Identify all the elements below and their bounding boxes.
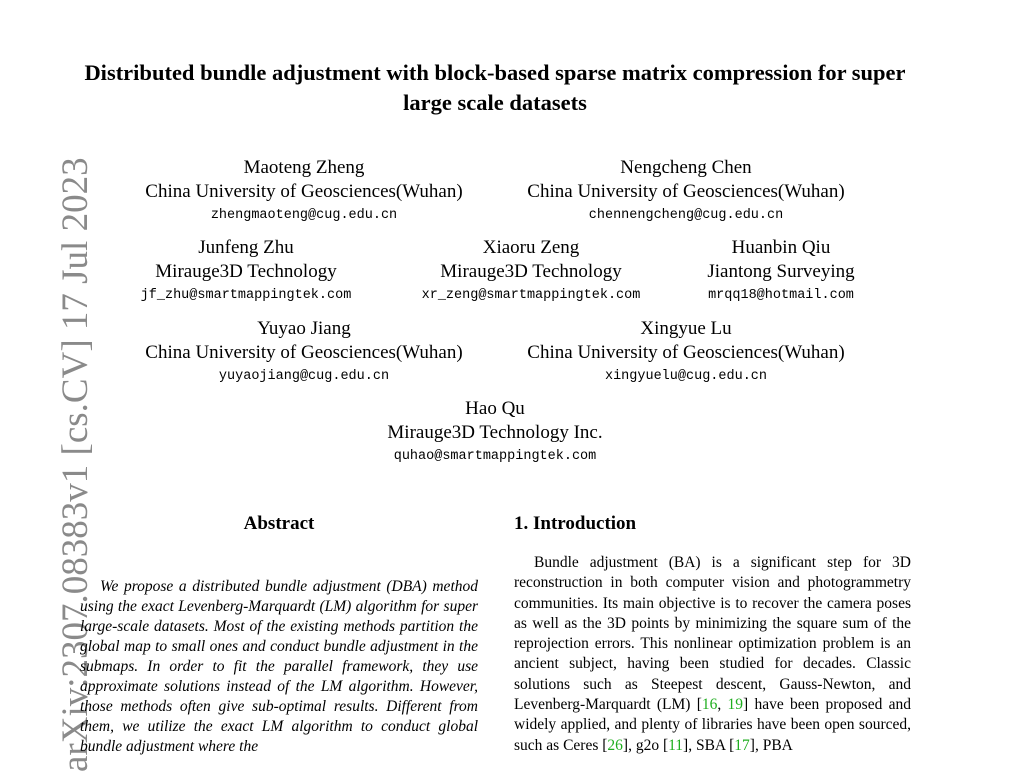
- author-affiliation: China University of Geosciences(Wuhan): [145, 342, 463, 363]
- intro-text-segment: ] have been proposed and widely applied, and plenty of libraries have been open sourced, such as Ceres [: [514, 696, 911, 754]
- citation-link[interactable]: 11: [668, 736, 684, 754]
- arxiv-stamp-text: arXiv:2307.08383v1 [cs.CV] 17 Jul 2023: [55, 157, 96, 772]
- author-block: [422, 236, 641, 306]
- author-block: [145, 156, 462, 226]
- author-affiliation: Mirauge3D Technology: [440, 261, 622, 282]
- author-block: [707, 236, 854, 306]
- author-email[interactable]: xingyuelu@cug.edu.cn: [604, 369, 768, 384]
- author-affiliation: Jiantong Surveying: [707, 261, 855, 282]
- intro-text-segment: ], PBA: [749, 736, 793, 754]
- intro-text-segment: ], SBA [: [683, 736, 735, 754]
- introduction-heading: 1. Introduction: [514, 513, 637, 534]
- author-affiliation: Mirauge3D Technology: [155, 261, 337, 282]
- paper-title: Distributed bundle adjustment with block-based sparse matrix compression for super large scale datasets: [84, 60, 906, 115]
- author-affiliation: China University of Geosciences(Wuhan): [527, 181, 845, 202]
- author-name: Huanbin Qiu: [731, 237, 831, 258]
- citation-link[interactable]: 16: [701, 696, 718, 714]
- author-email[interactable]: quhao@smartmappingtek.com: [393, 449, 597, 464]
- author-email[interactable]: yuyaojiang@cug.edu.cn: [218, 369, 390, 384]
- citation-link[interactable]: 19: [727, 696, 744, 714]
- abstract-heading: Abstract: [243, 513, 315, 534]
- author-name: Xiaoru Zeng: [482, 237, 580, 258]
- author-affiliation: China University of Geosciences(Wuhan): [527, 342, 845, 363]
- author-name: Xingyue Lu: [640, 318, 732, 339]
- author-name: Hao Qu: [465, 398, 525, 419]
- intro-text-segment: Bundle adjustment (BA) is a significant step for 3D reconstruction in both computer vision and photogrammetry communities. Its main objective is to recover the camera poses as well as the 3D points by minimizing the square sum of the reprojection errors. This nonlinear optimization problem is an ancient subject, having been studied for decades. Classic solutions such as Steepest descent, Gauss-Newton, and Levenberg-Marquardt (LM) [: [514, 554, 911, 714]
- author-email[interactable]: chennengcheng@cug.edu.cn: [588, 208, 784, 223]
- author-affiliation: China University of Geosciences(Wuhan): [145, 181, 463, 202]
- abstract-body: We propose a distributed bundle adjustment (DBA) method using the exact Levenberg-Marquardt (LM) algorithm for super large-scale datasets. Most of the existing methods partition the global map to small ones and conduct bundle adjustment in the submaps. In order to fit the parallel framework, they use approximate solutions instead of the LM algorithm. However, those methods often give sub-optimal results. Different from them, we utilize the exact LM algorithm to conduct global bundle adjustment where the: [80, 578, 478, 755]
- author-email[interactable]: mrqq18@hotmail.com: [708, 288, 854, 303]
- citation-link[interactable]: 26: [607, 736, 623, 754]
- introduction-paragraph: [514, 553, 911, 756]
- author-block: [387, 397, 602, 467]
- author-email[interactable]: jf_zhu@smartmappingtek.com: [140, 288, 352, 303]
- author-block: [527, 156, 844, 226]
- author-name: Nengcheng Chen: [620, 157, 752, 178]
- author-email[interactable]: zhengmaoteng@cug.edu.cn: [210, 208, 398, 223]
- intro-text-segment: ], g2o [: [622, 736, 669, 754]
- author-block: [141, 236, 352, 306]
- citation-link[interactable]: 17: [734, 736, 750, 754]
- author-name: Maoteng Zheng: [243, 157, 365, 178]
- author-block: [145, 317, 462, 387]
- intro-text-segment: ,: [717, 696, 728, 714]
- author-name: Junfeng Zhu: [198, 237, 294, 258]
- author-affiliation: Mirauge3D Technology Inc.: [387, 422, 603, 443]
- author-block: [527, 317, 844, 387]
- author-name: Yuyao Jiang: [257, 318, 351, 339]
- author-email[interactable]: xr_zeng@smartmappingtek.com: [421, 288, 641, 303]
- arxiv-identifier-stamp: [2, 157, 96, 772]
